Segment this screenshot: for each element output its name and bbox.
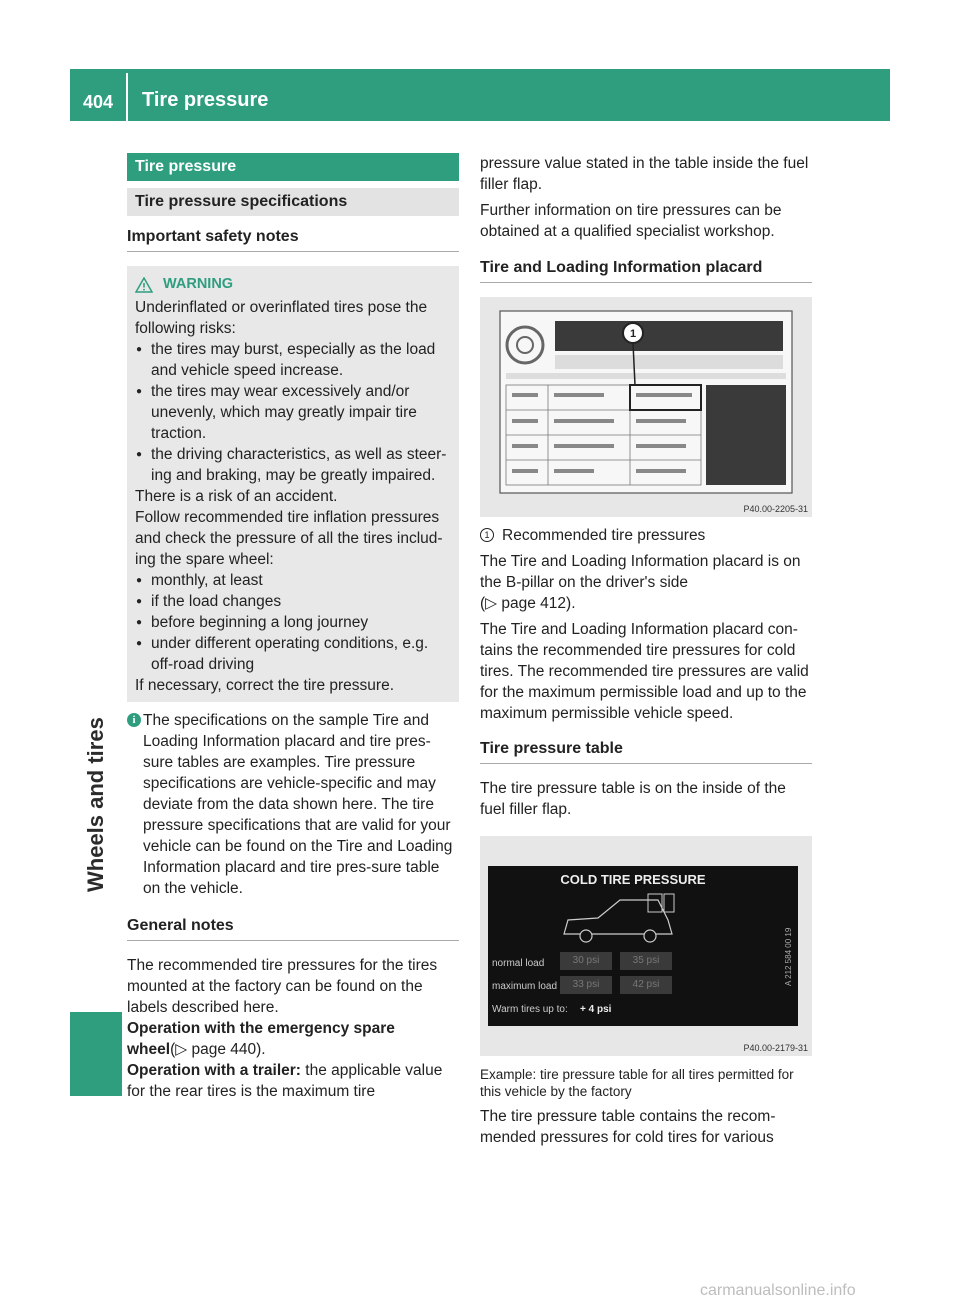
page-number: 404 xyxy=(82,92,114,112)
spare-wheel-bold: Operation with the emergency spare wheel xyxy=(127,1020,395,1058)
further-info-text: Further information on tire pressures can be obtained at a qualified specialist workshop. xyxy=(480,202,782,240)
heading-general-notes: General notes xyxy=(127,915,459,941)
footer-watermark: carmanualsonline.info xyxy=(700,1282,856,1299)
list-item: ● monthly, at least xyxy=(135,570,451,591)
warning-follow: Follow recommended tire inflation pressures and check the pressure of all the tires includ-ing the spare wheel: xyxy=(135,509,443,568)
pressure-cell: 30 psi xyxy=(560,952,612,970)
list-item: ● under different operating conditions, e.g. off-road driving xyxy=(135,633,451,675)
page-header xyxy=(70,69,890,121)
warning-accident: There is a risk of an accident. xyxy=(135,488,338,505)
list-item: ● the driving characteristics, as well as steer-ing and braking, may be greatly impaired. xyxy=(135,444,451,486)
heading-safety-notes: Important safety notes xyxy=(127,226,459,252)
list-item: ● the tires may burst, especially as the load and vehicle speed increase. xyxy=(135,339,451,381)
normal-load-label: normal load xyxy=(492,958,545,969)
label-side-code: A 212 584 00 19 xyxy=(784,927,793,986)
general-text: The recommended tire pressures for the tires mounted at the factory can be found on the labels described here. xyxy=(127,957,438,1016)
placard-figure xyxy=(480,297,812,517)
pressure-cell: 35 psi xyxy=(620,952,672,970)
side-tab-label: Wheels and tires xyxy=(83,717,108,892)
figure-caption xyxy=(480,525,812,546)
placard-location xyxy=(480,551,812,614)
side-tab xyxy=(70,122,122,1022)
spare-wheel-link[interactable]: (▷ page 440). xyxy=(170,1041,266,1058)
side-tab-marker xyxy=(70,1012,122,1096)
warning-intro: Underinflated or overinflated tires pose the following risks: xyxy=(135,299,428,337)
figure-id: P40.00-2205-31 xyxy=(743,504,808,514)
table-location-text: The tire pressure table is on the inside of the fuel filler flap. xyxy=(480,780,786,818)
svg-text:1: 1 xyxy=(629,328,637,340)
warm-tires-value: + 4 psi xyxy=(580,1004,612,1015)
subsection-title: Tire pressure specifications xyxy=(127,188,459,216)
placard-location-text: The Tire and Loading Information placard is on the B-pillar on the driver's side xyxy=(480,553,801,591)
pressure-cell: 33 psi xyxy=(560,976,612,994)
placard-page-link[interactable]: (▷ page 412). xyxy=(480,595,576,612)
info-text: The specifications on the sample Tire and Loading Information placard and tire pres-sure tables are examples. Tire pressure specifications are vehicle-specific and may deviate from the data shown here. The tire pressure specifications that are valid for your vehicle can be found on the Tire and Loading Information placard and tire pres-sure table on the vehicle. xyxy=(143,712,453,897)
heading-placard: Tire and Loading Information placard xyxy=(480,257,812,283)
warning-correct: If necessary, correct the tire pressure. xyxy=(135,677,395,694)
section-title: Tire pressure xyxy=(127,153,459,181)
pressure-table-figure xyxy=(480,836,812,1056)
risk-list xyxy=(135,339,451,486)
list-item: ● if the load changes xyxy=(135,591,451,612)
caption-text: Recommended tire pressures xyxy=(502,527,706,544)
car-silhouette-icon xyxy=(558,890,678,950)
header-title: Tire pressure xyxy=(142,89,269,111)
warning-triangle-icon xyxy=(135,277,153,293)
info-note xyxy=(127,710,459,899)
pressure-table-title: COLD TIRE PRESSURE xyxy=(560,872,706,887)
header-divider xyxy=(126,73,128,121)
pressure-table-label xyxy=(488,866,798,1026)
heading-pressure-table: Tire pressure table xyxy=(480,738,812,764)
trailer-text: the applicable value for the rear tires is the maximum tire xyxy=(127,1062,443,1100)
table-contains-text: The tire pressure table contains the recom-mended pressures for cold tires for various xyxy=(480,1108,776,1146)
warning-label: WARNING xyxy=(163,276,234,292)
list-item: ● the tires may wear excessively and/or unevenly, which may greatly impair tire traction. xyxy=(135,381,451,444)
check-list xyxy=(135,570,451,675)
figure-caption-2: Example: tire pressure table for all tires permitted for this vehicle by the factory xyxy=(480,1067,794,1099)
maximum-load-label: maximum load xyxy=(492,981,558,992)
left-column xyxy=(127,153,459,1102)
warning-header xyxy=(135,274,451,295)
warning-box xyxy=(127,266,459,702)
placard-illustration xyxy=(480,297,812,517)
placard-contains: The Tire and Loading Information placard con-tains the recommended tire pressures for cold tires. The recommended tire pressures are valid for the maximum permissible load and up to the maximum permissible vehicle speed. xyxy=(480,621,809,722)
right-column xyxy=(480,153,812,1148)
continued-text: pressure value stated in the table inside the fuel filler flap. xyxy=(480,155,809,193)
warm-tires-label: Warm tires up to: xyxy=(492,1004,568,1015)
info-icon: i xyxy=(127,713,141,727)
list-item: ● before beginning a long journey xyxy=(135,612,451,633)
pressure-cell: 42 psi xyxy=(620,976,672,994)
figure-id: P40.00-2179-31 xyxy=(743,1043,808,1053)
callout-1-icon: 1 xyxy=(480,528,494,542)
trailer-note xyxy=(127,1060,459,1102)
trailer-bold: Operation with a trailer: xyxy=(127,1062,301,1079)
spare-wheel-note xyxy=(127,1018,459,1060)
